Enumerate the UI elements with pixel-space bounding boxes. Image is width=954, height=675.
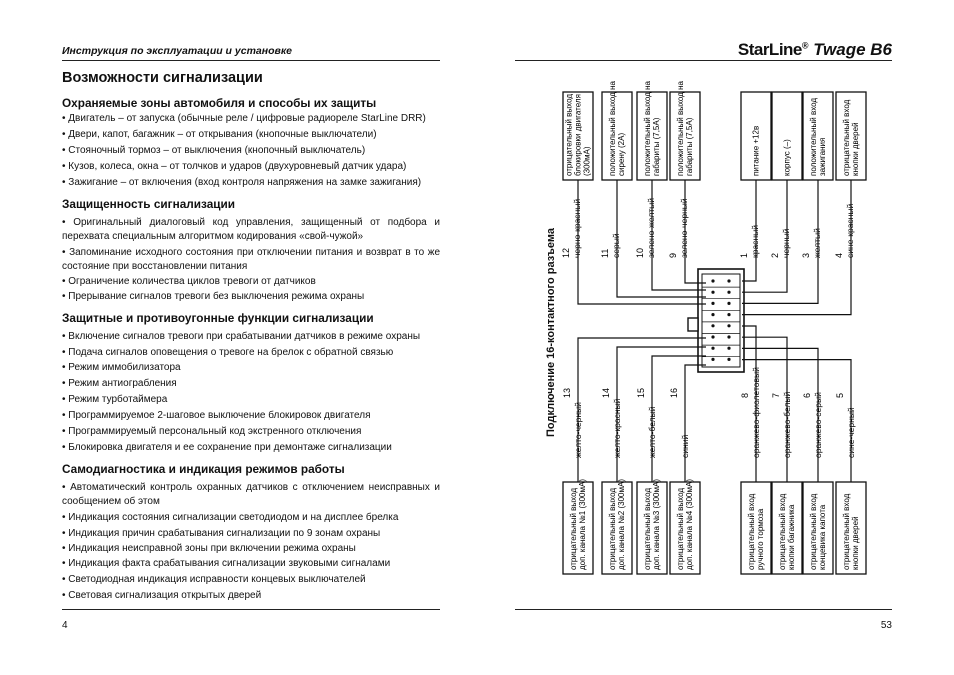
list-item: • Индикация причин срабатывания сигнализации по 9 зонам охраны [62,528,381,539]
list-item: • Индикация неисправной зоны при включении режима охраны [62,543,356,554]
page-number: 4 [62,620,68,631]
wire-function-label: отрицательный вход [842,493,851,570]
page-title: Возможности сигнализации [62,70,263,86]
wire-function-label: отрицательный выход [676,487,685,570]
manual-header: Инструкция по эксплуатации и установке [62,45,293,57]
wire-function-label: доп. канала №4 (300мА) [685,479,694,570]
wire-function-label: кнопки дверей [851,516,860,570]
list-item: • Двери, капот, багажник – от открывания (кнопочные выключатели) [62,129,377,140]
list-item: • Программируемое 2-шаговое выключение блокировок двигателя [62,410,371,421]
wire-function-label: отрицательный выход [564,93,574,176]
pin-dot [727,324,730,327]
pin-dot [711,291,714,294]
list-item: • Ограничение количества циклов тревоги от датчиков [62,276,316,287]
pin-dot [727,302,730,305]
wire-function-label: габариты (7,5А) [685,117,694,176]
wire-line [578,338,706,482]
wire-function-label: блокировки двигателя [573,94,583,176]
pin-number: 9 [668,252,678,258]
list-item: • Стояночный тормоз – от выключения (кнопочный выключатель) [62,145,366,156]
pin-number: 4 [834,252,844,258]
top-wire-1 [739,92,771,281]
wire-color-label: желто-белый [647,406,657,458]
pin-dot [711,302,714,305]
pin-dot [711,324,714,327]
wire-function-label: кнопки багажника [787,504,796,570]
wire-line [685,365,706,482]
brand-logo: StarLine® Twage B6 [737,40,892,59]
list-item: • Световая сигнализация открытых дверей [62,590,262,601]
pin-number: 12 [561,247,571,258]
wire-function-label: отрицательный вход [747,493,756,570]
wire-function-label: сирену (2А) [617,132,626,176]
pin-dot [727,335,730,338]
wire-line [742,337,787,482]
pin-number: 5 [835,392,845,398]
pin-number: 3 [801,252,811,258]
pin-dot [711,335,714,338]
section-heading-security: Защищенность сигнализации [62,197,236,211]
pin-number: 16 [669,387,679,398]
pin-dot [711,279,714,282]
wire-function-label: отрицательный выход [569,487,578,570]
list-item: • Режим турботаймера [62,394,168,405]
wire-function-label: отрицательный выход [608,487,617,570]
wire-color-label: желто-черный [573,402,583,458]
wire-function-label: положительный выход на [643,81,652,176]
pin-number: 13 [562,387,572,398]
wire-line [652,356,706,482]
list-item: • Блокировка двигателя и ее сохранение при демонтаже сигнализации [62,442,392,453]
wire-function-label: питание +12в [751,125,761,176]
section-heading-diagnostics: Самодиагностика и индикация режимов работы [62,462,345,476]
pin-dot [711,313,714,316]
pin-dot [727,313,730,316]
wire-color-label: синий [680,434,690,458]
wire-line [617,347,706,482]
wire-color-label: черно-красный [572,198,582,258]
wire-function-label: концевика капота [818,504,827,570]
wire-function-label: габариты (7,5А) [652,117,661,176]
wire-color-label: оранжево-белый [782,391,792,458]
wire-color-label: желтый [812,228,822,258]
list-item: • Кузов, колеса, окна – от толчков и ударов (двухуровневый датчик удара) [62,161,407,172]
wire-function-label: доп. канала №3 (300мА) [652,479,661,570]
list-item: • Прерывание сигналов тревоги без выключения режима охраны [62,291,365,302]
wire-function-label: доп. канала №2 (300мА) [617,479,626,570]
wire-line [617,180,706,297]
wire-color-label: оранжево-фиолетовый [751,367,761,458]
wire-function-label: кнопки дверей [851,122,860,176]
top-wire-9 [668,81,706,283]
list-item: • Светодиодная индикация исправности концевых выключателей [62,574,366,585]
list-item: • Режим антиограбления [62,378,177,389]
wire-function-label: отрицательный вход [809,493,818,570]
list-item: • Подача сигналов оповещения о тревоге на брелок с обратной связью [62,347,394,358]
wire-color-label: зелено-черный [679,198,689,258]
wire-function-label: отрицательный вход [778,493,787,570]
wire-color-label: черный [781,228,791,258]
section-heading-functions: Защитные и противоугонные функции сигнализации [62,311,374,325]
pin-number: 8 [740,392,750,398]
pin-number: 10 [635,247,645,258]
page-number: 53 [880,620,892,631]
wire-function-label: положительный вход [809,97,818,176]
wire-function-label: отрицательный вход [842,99,851,176]
wire-color-label: желто-красный [612,398,622,458]
wire-function-label: ручного тормоза [756,508,765,570]
list-item: • Зажигание – от включения (вход контроля напряжения на замке зажигания) [62,177,422,188]
pin-dot [711,347,714,350]
section-heading-zones: Охраняемые зоны автомобиля и способы их защиты [62,96,377,110]
bottom-wire-16 [669,365,706,574]
pin-number: 1 [739,252,749,258]
wire-color-label: серый [611,233,621,258]
list-item: • Программируемый персональный код экстренного отключения [62,426,362,437]
pin-number: 7 [771,392,781,398]
wire-function-label: отрицательный выход [643,487,652,570]
pin-number: 15 [636,387,646,398]
pin-dot [727,279,730,282]
wire-function-label: (300мА) [582,146,592,176]
list-item: • Оригинальный диалоговый код управления, защищенный от подбора и перехвата специальным алгоритмом кодирования «свой-чужой» [62,217,440,243]
pin-dot [727,347,730,350]
list-item: • Индикация состояния сигнализации светодиодом и на дисплее брелка [62,512,399,523]
pin-number: 6 [802,392,812,398]
wire-color-label: красный [750,225,760,258]
list-item: • Включение сигналов тревоги при срабатывании датчиков в режиме охраны [62,331,421,342]
wire-color-label: оранжево-серый [813,392,823,458]
wire-function-label: зажигания [818,137,827,176]
wire-color-label: сине-черный [846,407,856,458]
wire-color-label: сине-красный [845,203,855,258]
list-item: • Двигатель – от запуска (обычные реле / цифровые радиореле StarLine DRR) [62,113,426,124]
wire-function-label: положительный выход на [676,81,685,176]
pin-dot [727,358,730,361]
list-item: • Режим иммобилизатора [62,362,181,373]
list-item: • Автоматический контроль охранных датчиков с отключением неисправных и сообщением об этом [62,482,441,508]
list-item: • Запоминание исходного состояния при отключении питания и возврат в то же состояние при восстановлении питания [62,247,441,273]
pin-number: 2 [770,252,780,258]
wire-function-label: корпус (–) [782,139,792,176]
pin-dot [711,358,714,361]
pin-number: 14 [601,387,611,398]
pin-dot [727,291,730,294]
wire-function-label: положительный выход на [608,81,617,176]
wire-function-label: доп. канала №1 (300мА) [578,479,587,570]
pin-number: 11 [600,248,610,258]
wire-color-label: зелено-желтый [646,197,656,258]
list-item: • Индикация факта срабатывания сигнализации звуковыми сигналами [62,558,391,569]
